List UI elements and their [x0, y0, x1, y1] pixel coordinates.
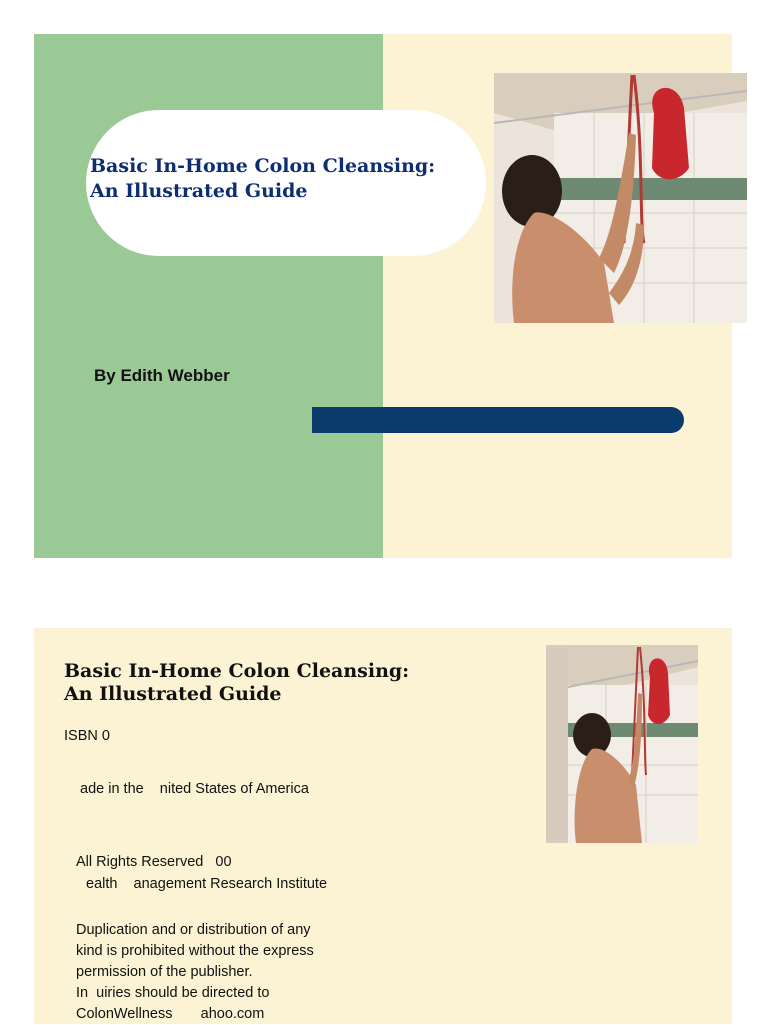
isbn-text: ISBN 0 [64, 728, 110, 744]
rights-text: All Rights Reserved 00 [76, 854, 232, 870]
copyright-title-line1: Basic In-Home Colon Cleansing: [64, 660, 410, 682]
cover-slide [34, 34, 732, 558]
made-in-text: ade in the nited States of America [80, 781, 309, 797]
copyright-title [64, 660, 514, 706]
copyright-photo [546, 645, 698, 843]
notice-paragraph [76, 920, 376, 1025]
notice-line: Duplication and or distribution of any [76, 922, 311, 938]
notice-line: In uiries should be directed to [76, 985, 270, 1001]
institute-text: ealth anagement Research Institute [86, 876, 328, 892]
copyright-title-line2: An Illustrated Guide [64, 683, 282, 705]
cover-photo [494, 73, 747, 323]
cover-title-line1: Basic In-Home Colon Cleansing: [90, 155, 436, 177]
cover-author: By Edith Webber [94, 366, 230, 385]
notice-line: ColonWellness ahoo.com [76, 1006, 265, 1022]
accent-bar [312, 407, 684, 433]
cover-title [90, 154, 490, 204]
notice-line: kind is prohibited without the express [76, 943, 314, 959]
cover-title-line2: An Illustrated Guide [90, 180, 308, 202]
copyright-slide [34, 628, 732, 1024]
notice-line: permission of the publisher. [76, 964, 253, 980]
